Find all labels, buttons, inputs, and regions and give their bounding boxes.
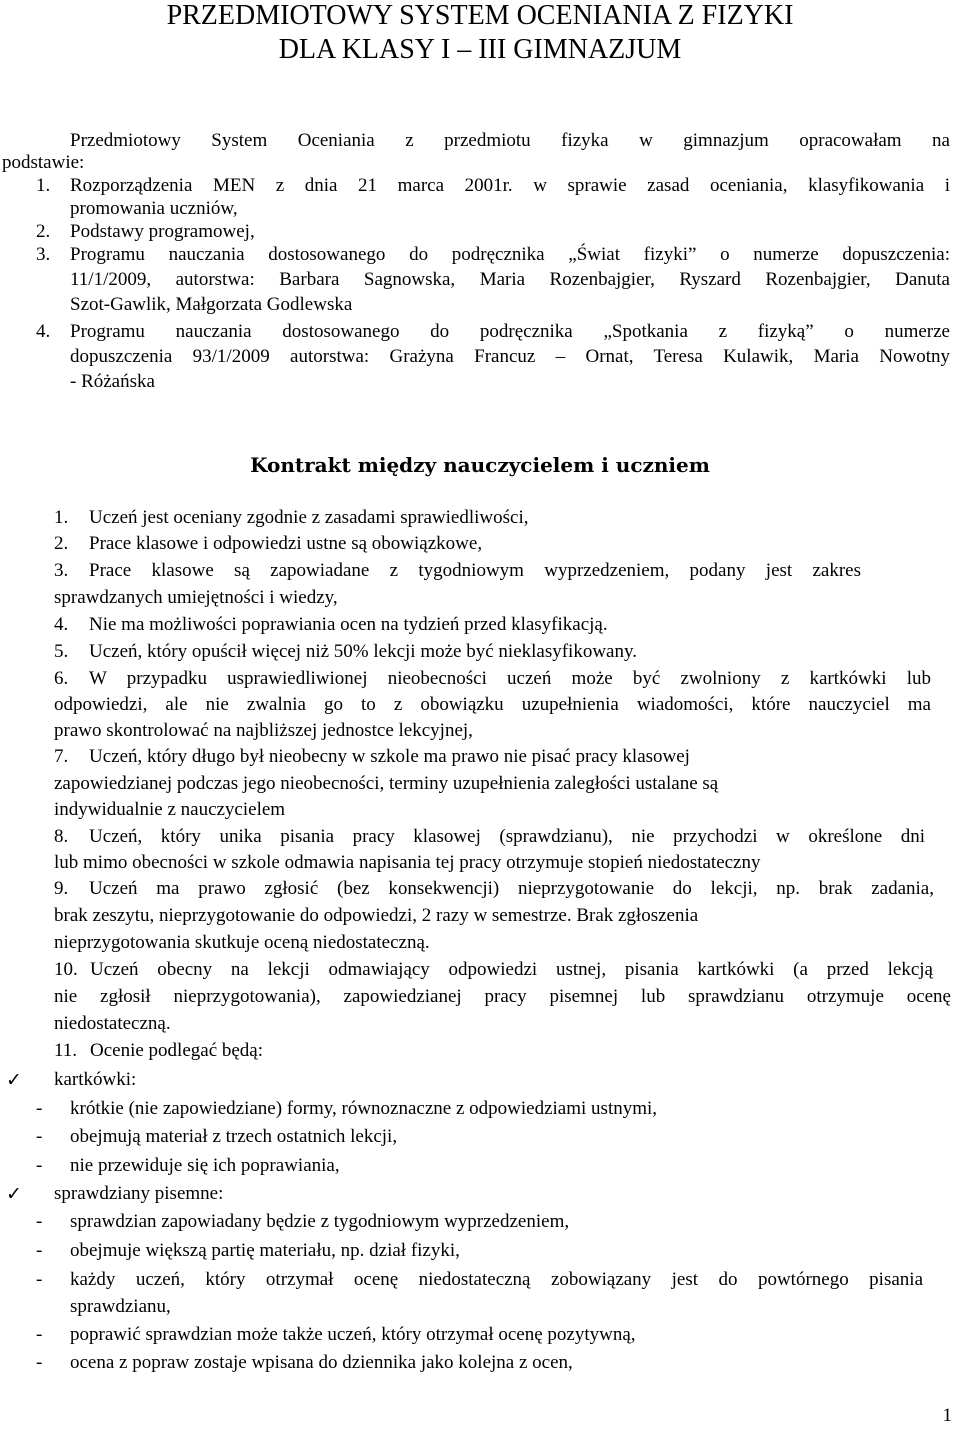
basis-number-3: 3. xyxy=(36,244,51,265)
basis-number-1: 1. xyxy=(36,175,51,196)
sprawdziany-item-2: obejmuje większą partię materiału, np. dział fizyki, xyxy=(70,1240,460,1261)
rule-7-line-2: zapowiedzianej podczas jego nieobecności, terminy uzupełnienia zaległości ustalane są xyxy=(54,773,719,794)
rule-number-6: 6. xyxy=(54,668,69,689)
rule-number-3: 3. xyxy=(54,560,69,581)
check-mark-icon: ✓ xyxy=(6,1069,22,1091)
rule-number-4: 4. xyxy=(54,614,69,635)
rule-number-7: 7. xyxy=(54,746,69,767)
graded-label-kartkowki: kartkówki: xyxy=(54,1069,137,1090)
basis-item-3-line-2: 11/1/2009, autorstwa: Barbara Sagnowska, Maria Rozenbajgier, Ryszard Rozenbajgier, Danuta xyxy=(70,269,950,290)
rule-6-line-3: prawo skontrolować na najbliższej jednostce lekcyjnej, xyxy=(54,720,473,741)
rule-number-8: 8. xyxy=(54,826,69,847)
basis-item-4-line-3: - Różańska xyxy=(70,371,155,392)
dash-bullet: - xyxy=(36,1211,43,1232)
dash-bullet: - xyxy=(36,1155,43,1176)
rule-number-1: 1. xyxy=(54,507,69,528)
document-title-line-2: DLA KLASY I – III GIMNAZJUM xyxy=(278,34,682,65)
rule-9-line-1: Uczeń ma prawo zgłosić (bez konsekwencji) nieprzygotowanie do lekcji, np. brak zadania, xyxy=(89,878,934,899)
rule-9-line-3: nieprzygotowania skutkuje oceną niedostateczną. xyxy=(54,932,430,953)
rule-11-line-1: Ocenie podlegać będą: xyxy=(90,1040,264,1061)
dash-bullet: - xyxy=(36,1126,43,1147)
rule-7-line-3: indywidualnie z nauczycielem xyxy=(54,799,286,820)
intro-line-2: podstawie: xyxy=(2,152,85,173)
basis-item-1-line-2: promowania uczniów, xyxy=(70,198,238,219)
sprawdziany-item-5: ocena z popraw zostaje wpisana do dziennika jako kolejna z ocen, xyxy=(70,1352,573,1373)
rule-10-line-3: niedostateczną. xyxy=(54,1013,171,1034)
rule-8-line-1: Uczeń, który unika pisania pracy klasowej (sprawdzianu), nie przychodzi w określone dni xyxy=(89,826,925,847)
document-title-line-1: PRZEDMIOTOWY SYSTEM OCENIANIA Z FIZYKI xyxy=(166,0,794,31)
rule-number-5: 5. xyxy=(54,641,69,662)
rule-3-line-1: Prace klasowe są zapowiadane z tygodniowym wyprzedzeniem, podany jest zakres xyxy=(89,560,861,581)
dash-bullet: - xyxy=(36,1269,43,1290)
rule-1-line-1: Uczeń jest oceniany zgodnie z zasadami sprawiedliwości, xyxy=(89,507,529,528)
basis-item-4-line-2: dopuszczenia 93/1/2009 autorstwa: Grażyna Francuz – Ornat, Teresa Kulawik, Maria Nowotny xyxy=(70,346,950,367)
graded-label-sprawdziany: sprawdziany pisemne: xyxy=(54,1183,224,1204)
rule-number-2: 2. xyxy=(54,533,69,554)
basis-item-2-line-1: Podstawy programowej, xyxy=(70,221,255,242)
sprawdziany-item-3-line-2: sprawdzianu, xyxy=(70,1296,171,1317)
basis-item-1-line-1: Rozporządzenia MEN z dnia 21 marca 2001r. w sprawie zasad oceniania, klasyfikowania i xyxy=(70,175,950,196)
rule-7-line-1: Uczeń, który długo był nieobecny w szkole ma prawo nie pisać pracy klasowej xyxy=(89,746,690,767)
sprawdziany-item-3-line-1: każdy uczeń, który otrzymał ocenę niedostateczną zobowiązany jest do powtórnego pisania xyxy=(70,1269,923,1290)
rule-8-line-2: lub mimo obecności w szkole odmawia napisania tej pracy otrzymuje stopień niedostateczny xyxy=(54,852,761,873)
rule-10-line-1: Uczeń obecny na lekcji odmawiający odpowiedzi ustnej, pisania kartkówki (a przed lekcją xyxy=(90,959,933,980)
check-mark-icon: ✓ xyxy=(6,1183,22,1205)
dash-bullet: - xyxy=(36,1352,43,1373)
basis-item-3-line-1: Programu nauczania dostosowanego do podręcznika „Świat fizyki” o numerze dopuszczenia: xyxy=(70,244,950,265)
rule-10-line-2: nie zgłosił nieprzygotowania), zapowiedzianej pracy pisemnej lub sprawdzianu otrzymuje ocenę xyxy=(54,986,951,1007)
kartkowki-item-3: nie przewiduje się ich poprawiania, xyxy=(70,1155,340,1176)
contract-heading: Kontrakt między nauczycielem i uczniem xyxy=(250,453,710,477)
sprawdziany-item-4: poprawić sprawdzian może także uczeń, który otrzymał ocenę pozytywną, xyxy=(70,1324,636,1345)
basis-item-3-line-3: Szot-Gawlik, Małgorzata Godlewska xyxy=(70,294,353,315)
basis-number-2: 2. xyxy=(36,221,51,242)
basis-item-4-line-1: Programu nauczania dostosowanego do podręcznika „Spotkania z fizyką” o numerze xyxy=(70,321,950,342)
rule-4-line-1: Nie ma możliwości poprawiania ocen na tydzień przed klasyfikacją. xyxy=(89,614,608,635)
kartkowki-item-2: obejmują materiał z trzech ostatnich lekcji, xyxy=(70,1126,398,1147)
rule-9-line-2: brak zeszytu, nieprzygotowanie do odpowiedzi, 2 razy w semestrze. Brak zgłoszenia xyxy=(54,905,699,926)
rule-2-line-1: Prace klasowe i odpowiedzi ustne są obowiązkowe, xyxy=(89,533,483,554)
kartkowki-item-1: krótkie (nie zapowiedziane) formy, równoznaczne z odpowiedziami ustnymi, xyxy=(70,1098,658,1119)
page-number: 1 xyxy=(942,1405,952,1426)
rule-number-10: 10. xyxy=(54,959,78,980)
intro-line-1: Przedmiotowy System Oceniania z przedmiotu fizyka w gimnazjum opracowałam na xyxy=(70,130,950,151)
rule-6-line-1: W przypadku usprawiedliwionej nieobecności uczeń może być zwolniony z kartkówki lub xyxy=(89,668,931,689)
basis-number-4: 4. xyxy=(36,321,51,342)
rule-number-11: 11. xyxy=(54,1040,78,1061)
rule-number-9: 9. xyxy=(54,878,69,899)
rule-6-line-2: odpowiedzi, ale nie zwalnia go to z obowiązku uzupełnienia wiadomości, które nauczyciel ma xyxy=(54,694,931,715)
sprawdziany-item-1: sprawdzian zapowiadany będzie z tygodniowym wyprzedzeniem, xyxy=(70,1211,570,1232)
dash-bullet: - xyxy=(36,1098,43,1119)
dash-bullet: - xyxy=(36,1240,43,1261)
rule-5-line-1: Uczeń, który opuścił więcej niż 50% lekcji może być nieklasyfikowany. xyxy=(89,641,638,662)
dash-bullet: - xyxy=(36,1324,43,1345)
rule-3-line-2: sprawdzanych umiejętności i wiedzy, xyxy=(54,587,338,608)
